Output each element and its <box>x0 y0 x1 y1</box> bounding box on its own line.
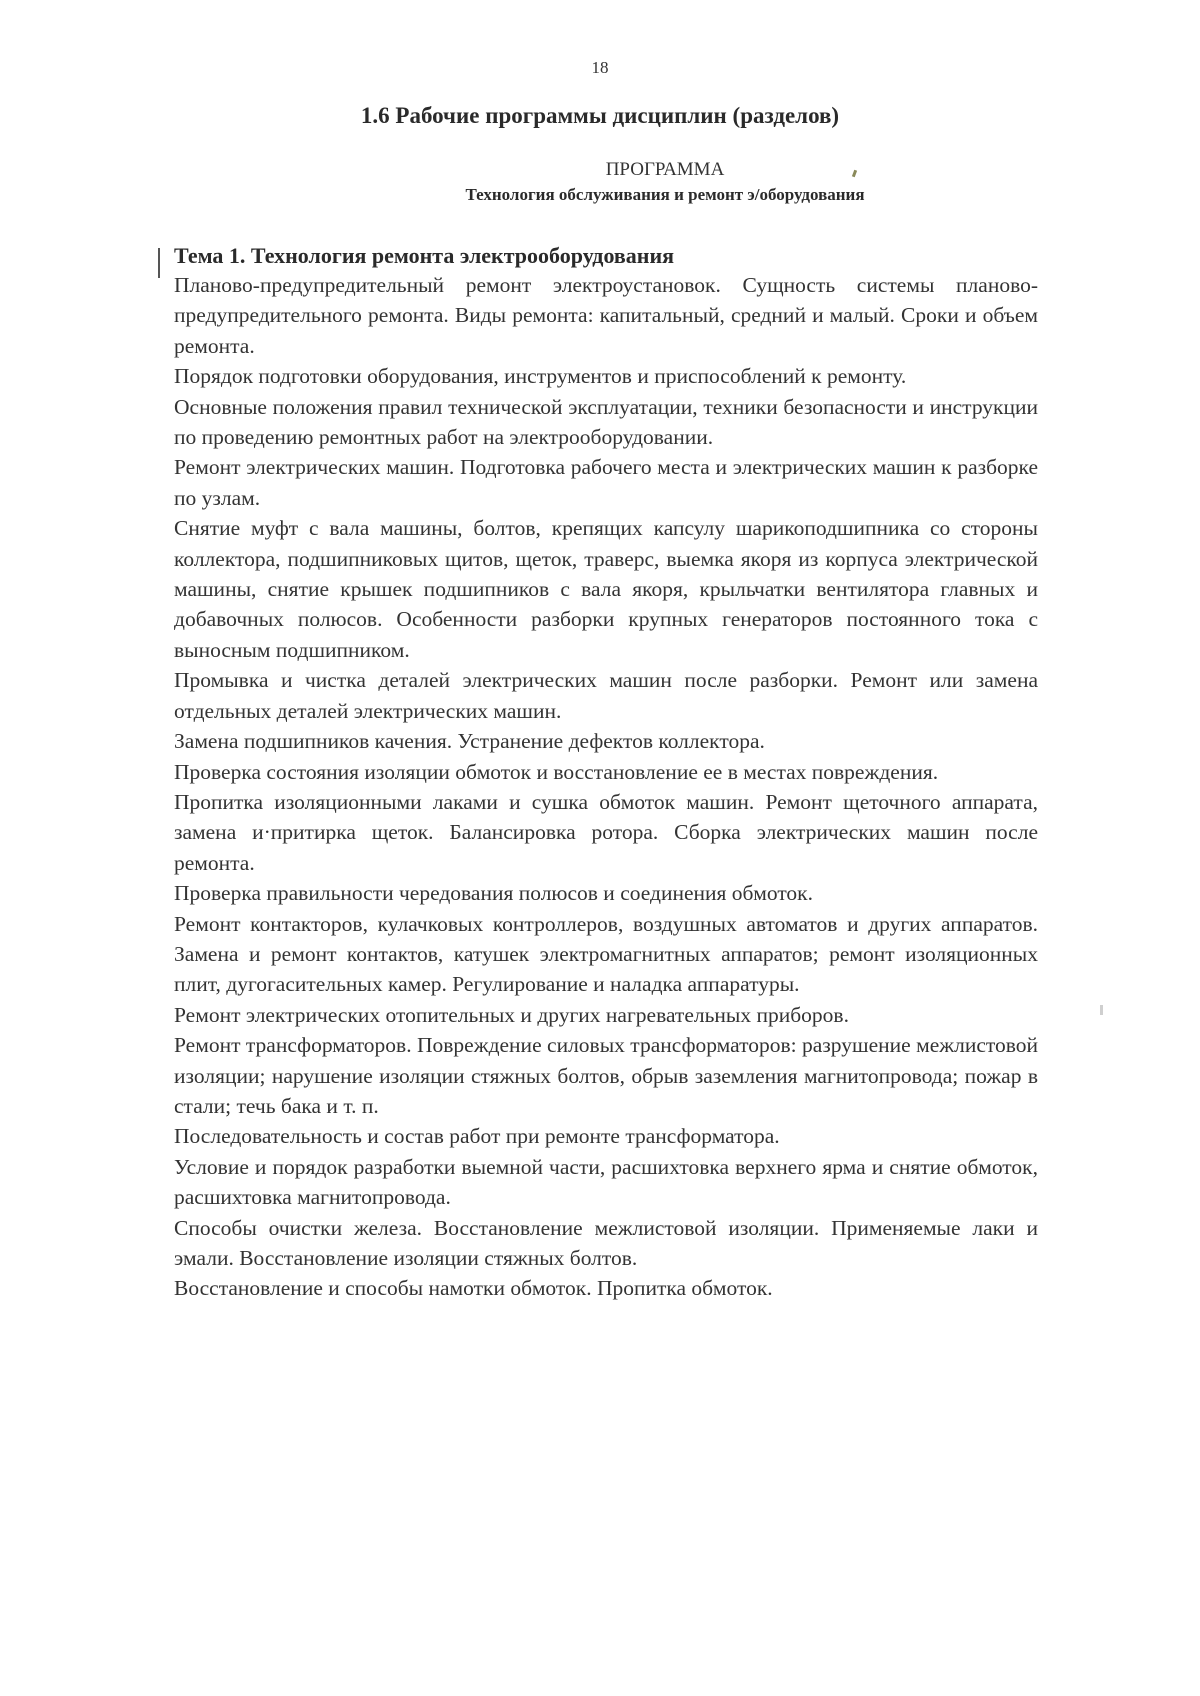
paragraph: Порядок подготовки оборудования, инструментов и приспособлений к ремонту. <box>174 364 907 389</box>
paragraph: Пропитка изоляционными лаками и сушка обмоток машин. Ремонт щеточного аппарата, замена и·притирка щеток. Балансировка ротора. Сборка электрических машин после ремонта. <box>174 789 1038 875</box>
document-body <box>174 270 1038 1304</box>
topic-title: Тема 1. Технология ремонта электрооборудования <box>174 243 675 268</box>
paragraph: Планово-предупредительный ремонт электроустановок. Сущность системы планово-предупредительного ремонта. Виды ремонта: капитальный, средний и малый. Сроки и объем ремонта. <box>174 273 1038 358</box>
paragraph: Ремонт электрических машин. Подготовка рабочего места и электрических машин к разборке по узлам. <box>174 455 1038 510</box>
paragraph: Основные положения правил технической эксплуатации, техники безопасности и инструкции по проведению ремонтных работ на электрооборудовании. <box>174 394 1038 450</box>
page-number: 18 <box>591 58 609 77</box>
paragraph: Снятие муфт с вала машины, болтов, крепящих капсулу шарикоподшипника со стороны коллектора, подшипниковых щитов, щеток, траверс, выемка якоря из корпуса электрической машины, снятие крышек подшипников с вала якоря, крыльчатки вентилятора главных и добавочных полюсов. Особенности разборки крупных генераторов постоянного тока с выносным подшипником. <box>174 516 1038 662</box>
margin-change-bar <box>158 248 160 278</box>
paragraph: Ремонт трансформаторов. Повреждение силовых трансформаторов: разрушение межлистовой изоляции; нарушение изоляции стяжных болтов, обрыв заземления магнитопровода; пожар в стали; течь бака и т. п. <box>174 1033 1038 1118</box>
paragraph: Последовательность и состав работ при ремонте трансформатора. <box>174 1124 780 1149</box>
paragraph: Промывка и чистка деталей электрических машин после разборки. Ремонт или замена отдельных деталей электрических машин. <box>174 668 1038 723</box>
paragraph: Проверка правильности чередования полюсов и соединения обмоток. <box>174 881 814 906</box>
paragraph: Условие и порядок разработки выемной части, расшихтовка верхнего ярма и снятие обмоток, расшихтовка магнитопровода. <box>174 1154 1038 1210</box>
section-title: 1.6 Рабочие программы дисциплин (разделов) <box>360 103 840 128</box>
program-label: ПРОГРАММА <box>605 159 725 180</box>
paragraph: Замена подшипников качения. Устранение дефектов коллектора. <box>174 729 765 754</box>
scan-mark <box>1100 1005 1103 1015</box>
paragraph: Восстановление и способы намотки обмоток. Пропитка обмоток. <box>174 1276 773 1301</box>
paragraph: Проверка состояния изоляции обмоток и восстановление ее в местах повреждения. <box>174 759 939 784</box>
paragraph: Ремонт электрических отопительных и других нагревательных приборов. <box>174 1002 849 1027</box>
program-subtitle: Технология обслуживания и ремонт э/оборудования <box>465 185 865 204</box>
paragraph: Ремонт контакторов, кулачковых контроллеров, воздушных автоматов и других аппаратов. Замена и ремонт контактов, катушек электромагнитных аппаратов; ремонт изоляционных плит, дугогасительных камер. Регулирование и наладка аппаратуры. <box>174 911 1038 997</box>
paragraph: Способы очистки железа. Восстановление межлистовой изоляции. Применяемые лаки и эмали. Восстановление изоляции стяжных болтов. <box>174 1215 1038 1270</box>
